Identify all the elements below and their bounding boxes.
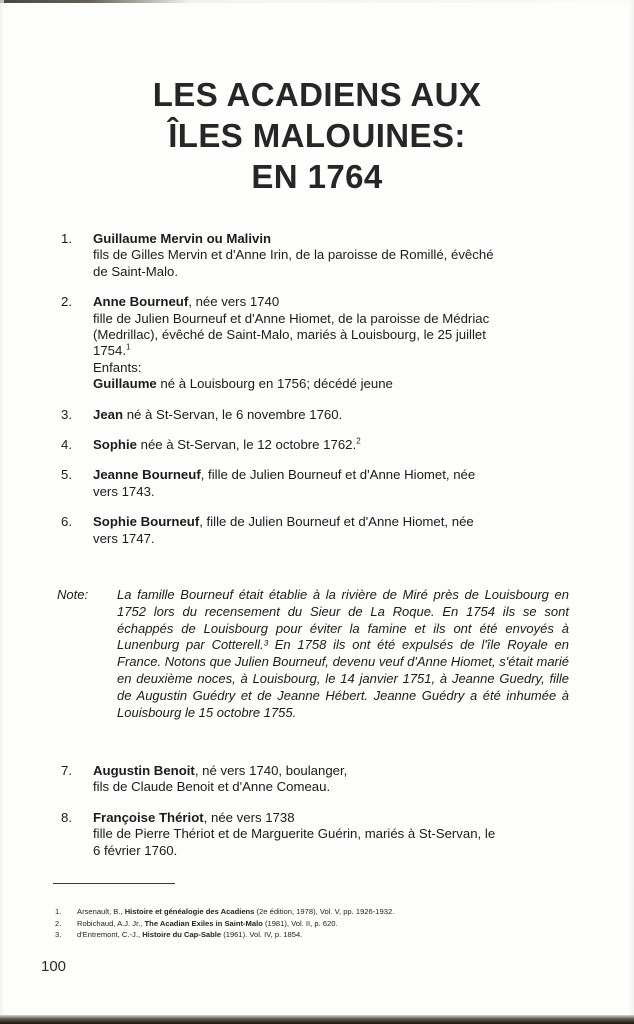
entry-body xyxy=(93,467,567,500)
entry xyxy=(57,437,567,453)
entry-body xyxy=(93,763,567,796)
entry-person-name: Jean xyxy=(93,406,124,422)
footnote-separator xyxy=(53,883,175,884)
entry-text: née à St-Servan, le 12 octobre 1762. xyxy=(136,437,357,453)
entry-line xyxy=(93,467,567,483)
entry-text: Enfants: xyxy=(93,359,142,375)
entry-text: fille de Pierre Thériot et de Marguerite Guérin, mariés à St-Servan, le xyxy=(93,826,496,842)
entry-text: (Medrillac), évêché de Saint-Malo, mariés à Louisbourg, le 25 juillet xyxy=(93,327,486,343)
entry-line xyxy=(93,343,567,359)
note-text: La famille Bourneuf était établie à la rivière de Miré près de Louisbourg en 1752 lors du recensement du Sieur de La Roque. En 1754 ils se sont échappés de Louisbourg pour éviter la famine et ils ont été envoyés à Lunenburg par Cotterell.³ En 1758 ils ont été expulsés de l'île Royale en France. Notons que Julien Bourneuf, devenu veuf d'Anne Hiomet, s'était marié en deuxième noces, à Louisbourg, le 14 janvier 1751, à Jeanne Guedry, fille de Augustin Guédry et de Jeanne Hébert. Jeanne Guédry a été inhumée à Louisbourg le 15 octobre 1755. xyxy=(117,587,569,720)
entry-person-name: Sophie Bourneuf xyxy=(93,514,200,530)
footnote-author: Arsenault, B., xyxy=(77,907,125,916)
entry-text: , fille de Julien Bourneuf et d'Anne Hiomet, née xyxy=(200,467,476,483)
entry-person-name: Augustin Benoit xyxy=(93,763,195,778)
entry-body xyxy=(93,437,567,453)
entry-person-name: Guillaume Mervin ou Malivin xyxy=(93,231,272,246)
footnote-marker: 2 xyxy=(356,436,361,446)
entry-body xyxy=(93,407,567,423)
entry-line xyxy=(93,779,567,795)
note-label: Note: xyxy=(57,587,89,602)
entry xyxy=(57,810,567,859)
entry-person-name: Anne Bourneuf xyxy=(93,294,189,310)
entry-line xyxy=(93,264,567,280)
entry-line xyxy=(93,843,567,859)
entry-number: 2. xyxy=(61,294,72,310)
entry xyxy=(57,294,567,392)
entry-line xyxy=(93,826,567,842)
entry-text: né à Louisbourg en 1756; décédé jeune xyxy=(156,376,393,392)
page-number: 100 xyxy=(41,958,67,975)
entry-number: 8. xyxy=(61,809,72,825)
entry-number: 6. xyxy=(61,514,72,530)
entry-list-after-note xyxy=(57,763,567,873)
entry-text: , née vers 1738 xyxy=(203,809,295,825)
entry-body xyxy=(93,294,567,392)
footnote-citation: (2e édition, 1978), Vol. V, pp. 1926-1932. xyxy=(254,907,395,916)
entry-line xyxy=(93,484,567,500)
footnote-title: Histoire du Cap-Sable xyxy=(142,930,222,940)
entry-line xyxy=(93,407,567,423)
entry-body xyxy=(93,514,567,547)
footnote-number: 1. xyxy=(55,907,62,916)
footnote-author: Robichaud, A.J. Jr., xyxy=(77,918,145,928)
entry-text: , fille de Julien Bourneuf et d'Anne Hiomet, née xyxy=(199,514,474,530)
footnote-citation: (1961). Vol. IV, p. 1854. xyxy=(221,930,303,940)
entry-number: 7. xyxy=(61,763,72,778)
entry-line xyxy=(93,360,567,376)
page-title-line: ÎLES MALOUINES: xyxy=(168,117,466,154)
entry xyxy=(57,467,567,500)
entry-text: fils de Gilles Mervin et d'Anne Irin, de la paroisse de Romillé, évêché xyxy=(93,247,494,263)
footnote-marker: 1 xyxy=(126,343,131,353)
footnote-title: The Acadian Exiles in Saint-Malo xyxy=(144,918,263,928)
entry-line xyxy=(93,311,567,327)
footnote-title: Histoire et généalogie des Acadiens xyxy=(124,907,255,916)
entry-text: vers 1747. xyxy=(93,530,155,546)
entry-line xyxy=(93,763,567,779)
entry-text: de Saint-Malo. xyxy=(93,263,179,279)
entry-line xyxy=(93,514,567,530)
entry-body xyxy=(93,231,567,280)
entry xyxy=(57,231,567,280)
entry-number: 3. xyxy=(61,406,72,422)
entry-text: fils de Claude Benoit et d'Anne Comeau. xyxy=(93,779,331,795)
footnote xyxy=(53,929,573,941)
entry-text: , née vers 1740 xyxy=(188,294,280,310)
entry-line xyxy=(93,231,567,247)
entry-text: fille de Julien Bourneuf et d'Anne Hiomet, de la paroisse de Médriac xyxy=(93,310,490,326)
footnote xyxy=(53,906,573,918)
footnote-citation: (1981), Vol. II, p. 620. xyxy=(262,918,338,928)
footnote xyxy=(53,918,573,930)
entry-line xyxy=(93,531,567,547)
footnote-author: d'Entremont, C.-J., xyxy=(77,930,143,940)
page-title xyxy=(57,74,577,197)
entry-number: 5. xyxy=(61,467,72,483)
entry xyxy=(57,514,567,547)
entry-line xyxy=(93,247,567,263)
footnote-number: 2. xyxy=(55,918,62,928)
entry-line xyxy=(93,810,567,826)
entry-text: né à St-Servan, le 6 novembre 1760. xyxy=(123,406,343,422)
entry-person-name: Jeanne Bourneuf xyxy=(93,467,201,483)
entry-text: , né vers 1740, boulanger, xyxy=(194,763,348,778)
entry-list xyxy=(57,231,567,561)
entry-line xyxy=(93,294,567,310)
footnote-list xyxy=(53,906,573,941)
note-block xyxy=(57,587,569,721)
page-title-line: LES ACADIENS AUX xyxy=(152,76,482,113)
entry-text: 1754. xyxy=(93,343,127,359)
page-title-line: EN 1764 xyxy=(251,158,383,195)
entry-number: 1. xyxy=(61,231,72,246)
entry-line xyxy=(93,327,567,343)
entry-text: vers 1743. xyxy=(93,483,155,499)
entry-line xyxy=(93,437,567,453)
entry xyxy=(57,407,567,423)
entry-person-name: Sophie xyxy=(93,437,137,453)
entry-person-name: Guillaume xyxy=(93,376,157,392)
entry-number: 4. xyxy=(61,437,72,453)
entry-person-name: Françoise Thériot xyxy=(93,809,204,825)
entry-line xyxy=(93,376,567,392)
footnote-number: 3. xyxy=(55,930,62,940)
entry-text: 6 février 1760. xyxy=(93,842,178,858)
entry xyxy=(57,763,567,796)
entry-body xyxy=(93,810,567,859)
